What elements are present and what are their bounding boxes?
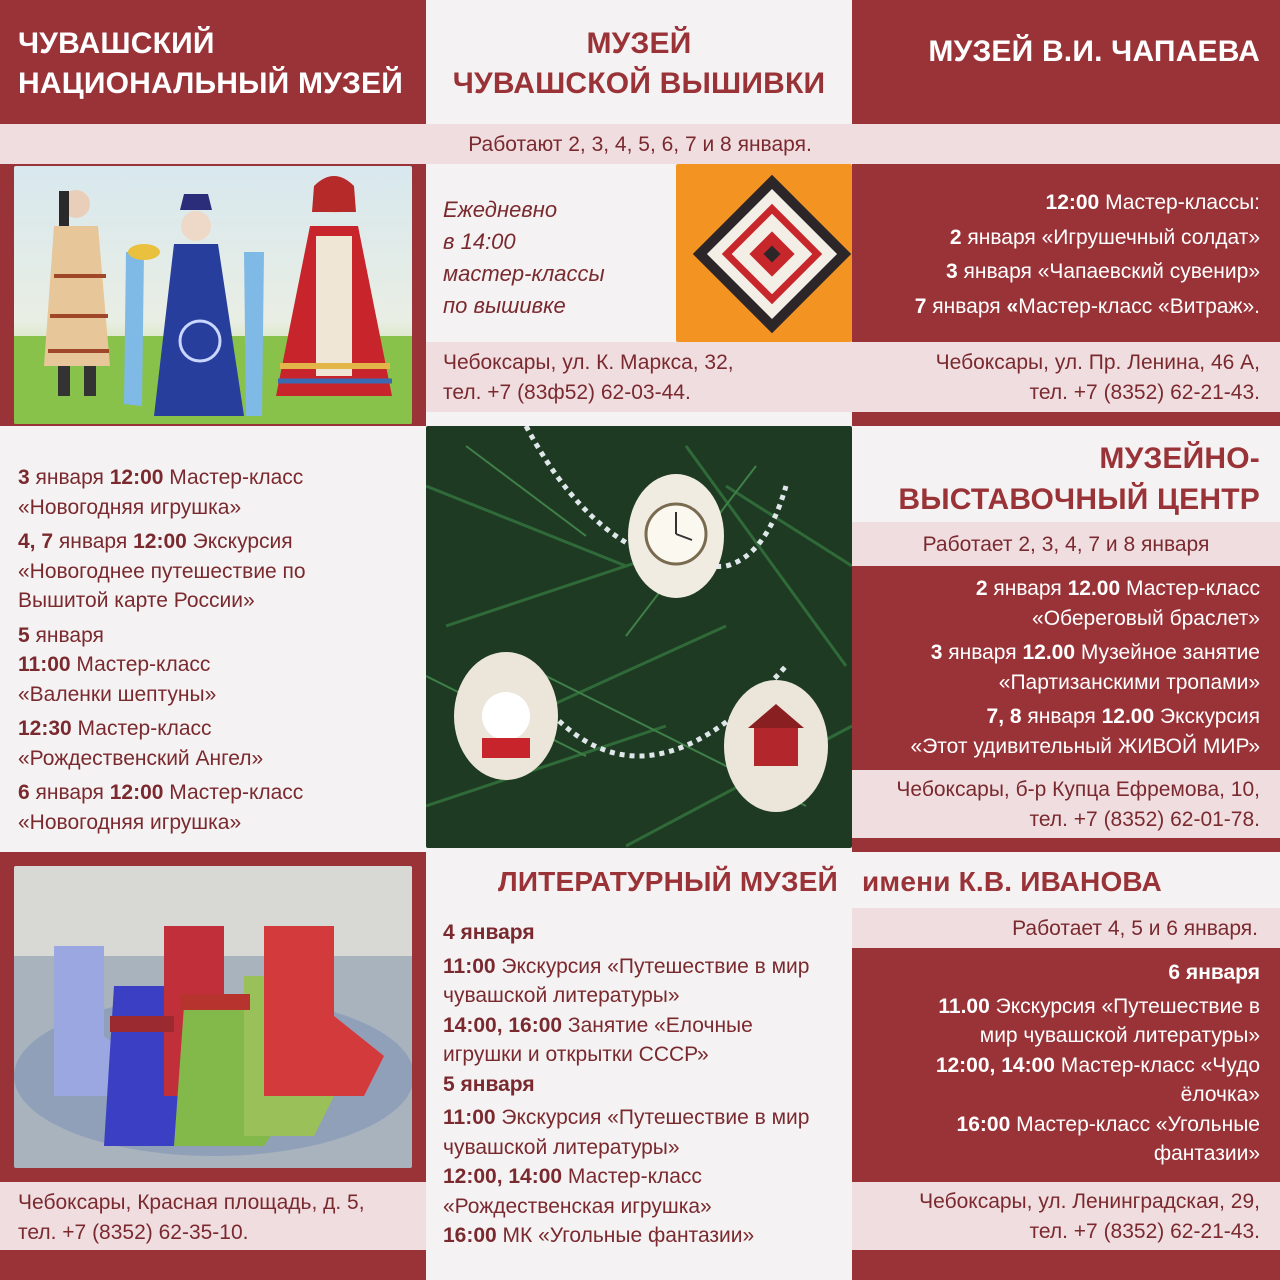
col1-event: 12:30 Мастер-класс «Рождественский Ангел»	[18, 717, 264, 770]
col2-title: МУЗЕЙ ЧУВАШСКОЙ ВЫШИВКИ	[452, 27, 826, 100]
mvc-bottom-strip	[852, 838, 1280, 852]
col1-events	[18, 463, 306, 837]
mvc-events	[852, 574, 1260, 761]
lit-bottom-strip	[852, 1250, 1280, 1280]
mvc-event: 3 января 12.00 Музейное занятие «Партизанскими тропами»	[930, 641, 1260, 694]
lit-events-right	[852, 958, 1260, 1169]
col1-title: ЧУВАШСКИЙ НАЦИОНАЛЬНЫЙ МУЗЕЙ	[18, 27, 404, 100]
lit-date: 5 января	[443, 1072, 535, 1096]
lit-banner: Работает 4, 5 и 6 января.	[1012, 917, 1258, 940]
col1-event: 11:00 Мастер-класс «Валенки шептуны»	[18, 653, 217, 706]
col3-title: МУЗЕЙ В.И. ЧАПАЕВА	[928, 35, 1260, 68]
lit-event: 12:00, 14:00 Мастер-класс «Рождественская игрушка»	[443, 1165, 712, 1218]
col3-event: 12:00 Мастер-классы:	[1045, 191, 1260, 214]
lit-title-part1: ЛИТЕРАТУРНЫЙ МУЗЕЙ	[497, 866, 838, 897]
lit-event: 16:00 МК «Угольные фантазии»	[443, 1224, 755, 1247]
folk-figures-illustration	[14, 166, 412, 424]
col3-events	[852, 186, 1260, 324]
lit-events-mid	[443, 918, 809, 1251]
lit-date: 6 января	[1168, 961, 1260, 984]
col1-event: 5 января	[18, 623, 104, 647]
col1-event: 6 января 12:00 Мастер-класс «Новогодняя игрушка»	[18, 781, 304, 834]
col3-address: Чебоксары, ул. Пр. Ленина, 46 А, тел. +7 (8352) 62-21-43.	[935, 351, 1260, 404]
mvc-event: 2 января 12.00 Мастер-класс «Обереговый браслет»	[975, 577, 1260, 630]
mvc-title: МУЗЕЙНО- ВЫСТАВОЧНЫЙ ЦЕНТР	[898, 442, 1260, 516]
mvc-event: 7, 8 января 12.00 Экскурсия «Этот удивительный ЖИВОЙ МИР»	[910, 705, 1260, 758]
lit-event: 11:00 Экскурсия «Путешествие в мир чувашской литературы»	[443, 954, 810, 1007]
schedule-banner: Работают 2, 3, 4, 5, 6, 7 и 8 января.	[468, 133, 812, 156]
mvc-address: Чебоксары, б-р Купца Ефремова, 10, тел. +7 (8352) 62-01-78.	[896, 778, 1260, 831]
lit-event: 14:00, 16:00 Занятие «Елочные игрушки и открытки СССР»	[443, 1013, 753, 1066]
col1-event: 3 января 12:00 Мастер-класс «Новогодняя игрушка»	[18, 466, 304, 519]
lit-event: 16:00 Мастер-класс «Угольные фантазии»	[956, 1112, 1260, 1165]
lit-address: Чебоксары, ул. Ленинградская, 29, тел. +7 (8352) 62-21-43.	[919, 1190, 1260, 1243]
lit-event: 12:00, 14:00 Мастер-класс «Чудо ёлочка»	[935, 1053, 1260, 1106]
embroidery-photo	[676, 164, 852, 342]
col1-event: 4, 7 января 12:00 Экскурсия «Новогоднее путешествие по Вышитой карте России»	[18, 530, 306, 612]
col3-event: 3 января «Чапаевский сувенир»	[945, 260, 1260, 283]
christmas-tree-photo	[426, 426, 852, 848]
daily-workshops: Ежедневно в 14:00 мастер-классы по вышивке	[443, 197, 605, 318]
lit-title-part2: имени К.В. ИВАНОВА	[862, 866, 1162, 897]
col3-event: 2 января «Игрушечный солдат»	[949, 225, 1260, 249]
col3-event: 7 января «Мастер-класс «Витраж».	[914, 294, 1260, 318]
col2-address: Чебоксары, ул. К. Маркса, 32, тел. +7 (83ф52) 62-03-44.	[443, 351, 734, 404]
lit-date: 4 января	[443, 921, 535, 944]
col1-bottom-strip	[0, 1250, 426, 1280]
felt-boots-photo	[14, 866, 412, 1168]
lit-event: 11:00 Экскурсия «Путешествие в мир чувашской литературы»	[443, 1106, 810, 1159]
lit-event: 11.00 Экскурсия «Путешествие в мир чувашской литературы»	[938, 994, 1260, 1047]
mvc-banner: Работает 2, 3, 4, 7 и 8 января	[922, 533, 1210, 556]
col1-address: Чебоксары, Красная площадь, д. 5, тел. +7 (8352) 62-35-10.	[18, 1191, 365, 1244]
col3-bottom-strip	[852, 412, 1280, 426]
